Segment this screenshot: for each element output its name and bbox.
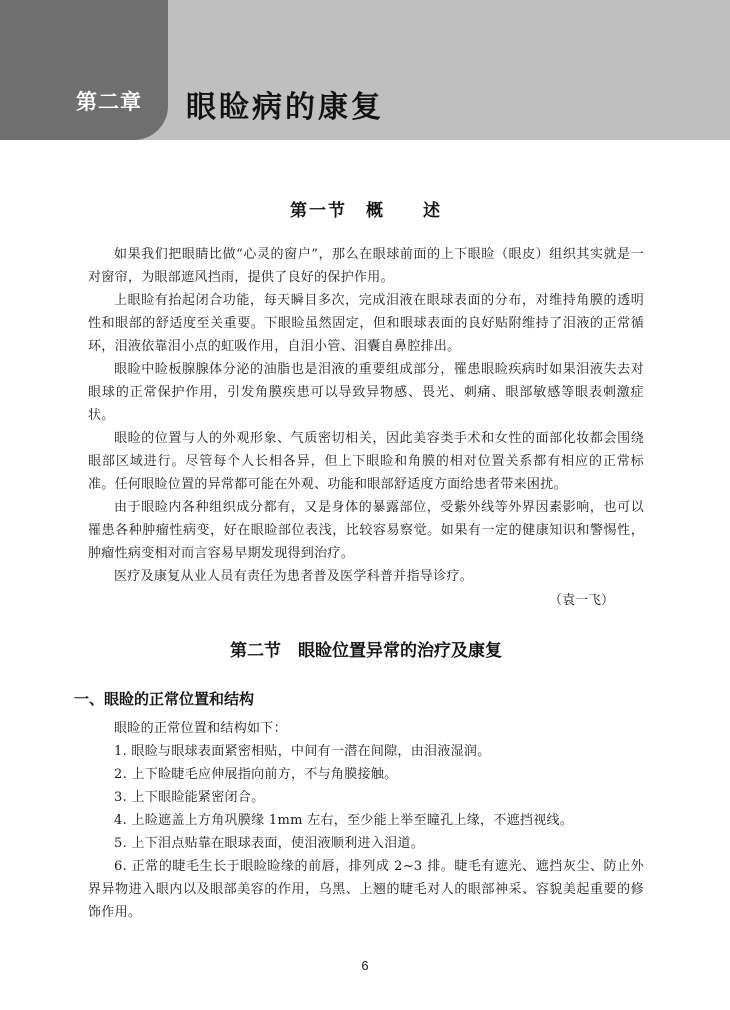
chapter-label: 第二章: [76, 90, 142, 114]
list-item: 2. 上下睑睫毛应伸展指向前方，不与角膜接触。: [114, 767, 398, 782]
list-item: 5. 上下泪点贴靠在眼球表面，使泪液顺利进入泪道。: [114, 836, 425, 851]
section-1-paragraph-4: 眼睑的位置与人的外观形象、气质密切相关，因此美容类手术和女性的面部化妆都会围绕眼部区域进行。尽管每个人长相各异，但上下眼睑和角膜的相对位置关系都有相应的正常标准。任何眼睑位置的异常都可能在外观、功能和眼部舒适度方面给患者带来困扰。: [88, 431, 644, 492]
section-1-paragraph-5: 由于眼睑内各种组织成分都有，又是身体的暴露部位，受紫外线等外界因素影响，也可以罹患各种肿瘤性病变，好在眼睑部位表浅，比较容易察觉。如果有一定的健康知识和警惕性，肿瘤性病变相对而言容易早期发现得到治疗。: [88, 500, 644, 561]
chapter-tab: [0, 0, 168, 140]
section-1-paragraph-3: 眼睑中睑板腺腺体分泌的油脂也是泪液的重要组成部分，罹患眼睑疾病时如果泪液失去对眼球的正常保护作用，引发角膜疾患可以导致异物感、畏光、刺痛、眼部敏感等眼表刺激症状。: [88, 362, 644, 423]
section-2-title: 第二节 眼睑位置异常的治疗及康复: [230, 641, 502, 661]
subsection-intro: 眼睑的正常位置和结构如下：: [114, 721, 287, 736]
section-1-author: （袁一飞）: [548, 593, 614, 608]
page-content: [74, 196, 644, 924]
section-1-title: 第一节 概 述: [290, 201, 442, 221]
list-item: 3. 上下眼睑能紧密闭合。: [114, 790, 265, 805]
section-1-paragraph-1: 如果我们把眼睛比做“心灵的窗户”，那么在眼球前面的上下眼睑（眼皮）组织其实就是一对窗帘，为眼部遮风挡雨，提供了良好的保护作用。: [88, 247, 644, 285]
chapter-title: 眼睑病的康复: [186, 90, 384, 125]
subsection-title: 一、眼睑的正常位置和结构: [74, 690, 255, 708]
section-1-paragraph-2: 上眼睑有抬起闭合功能，每天瞬目多次，完成泪液在眼球表面的分布，对维持角膜的透明性和眼部的舒适度至关重要。下眼睑虽然固定，但和眼球表面的良好贴附维持了泪液的正常循环，泪液依靠泪小点的虹吸作用，自泪小管、泪囊自鼻腔排出。: [88, 293, 644, 354]
chapter-banner: [0, 0, 730, 140]
list-item: 4. 上睑遮盖上方角巩膜缘 1mm 左右，至少能上举至瞳孔上缘，不遮挡视线。: [114, 813, 574, 828]
list-item: 6. 正常的睫毛生长于眼睑睑缘的前唇，排列成 2~3 排。睫毛有遮光、遮挡灰尘、防止外界异物进入眼内以及眼部美容的作用，乌黑、上翘的睫毛对人的眼部神采、容貌美起重要的修饰作用。: [88, 859, 644, 920]
page-number: 6: [361, 958, 369, 973]
list-item: 1. 眼睑与眼球表面紧密相贴，中间有一潜在间隙，由泪液湿润。: [114, 744, 491, 759]
section-1-paragraph-6: 医疗及康复从业人员有责任为患者普及医学科普并指导诊疗。: [114, 569, 474, 584]
